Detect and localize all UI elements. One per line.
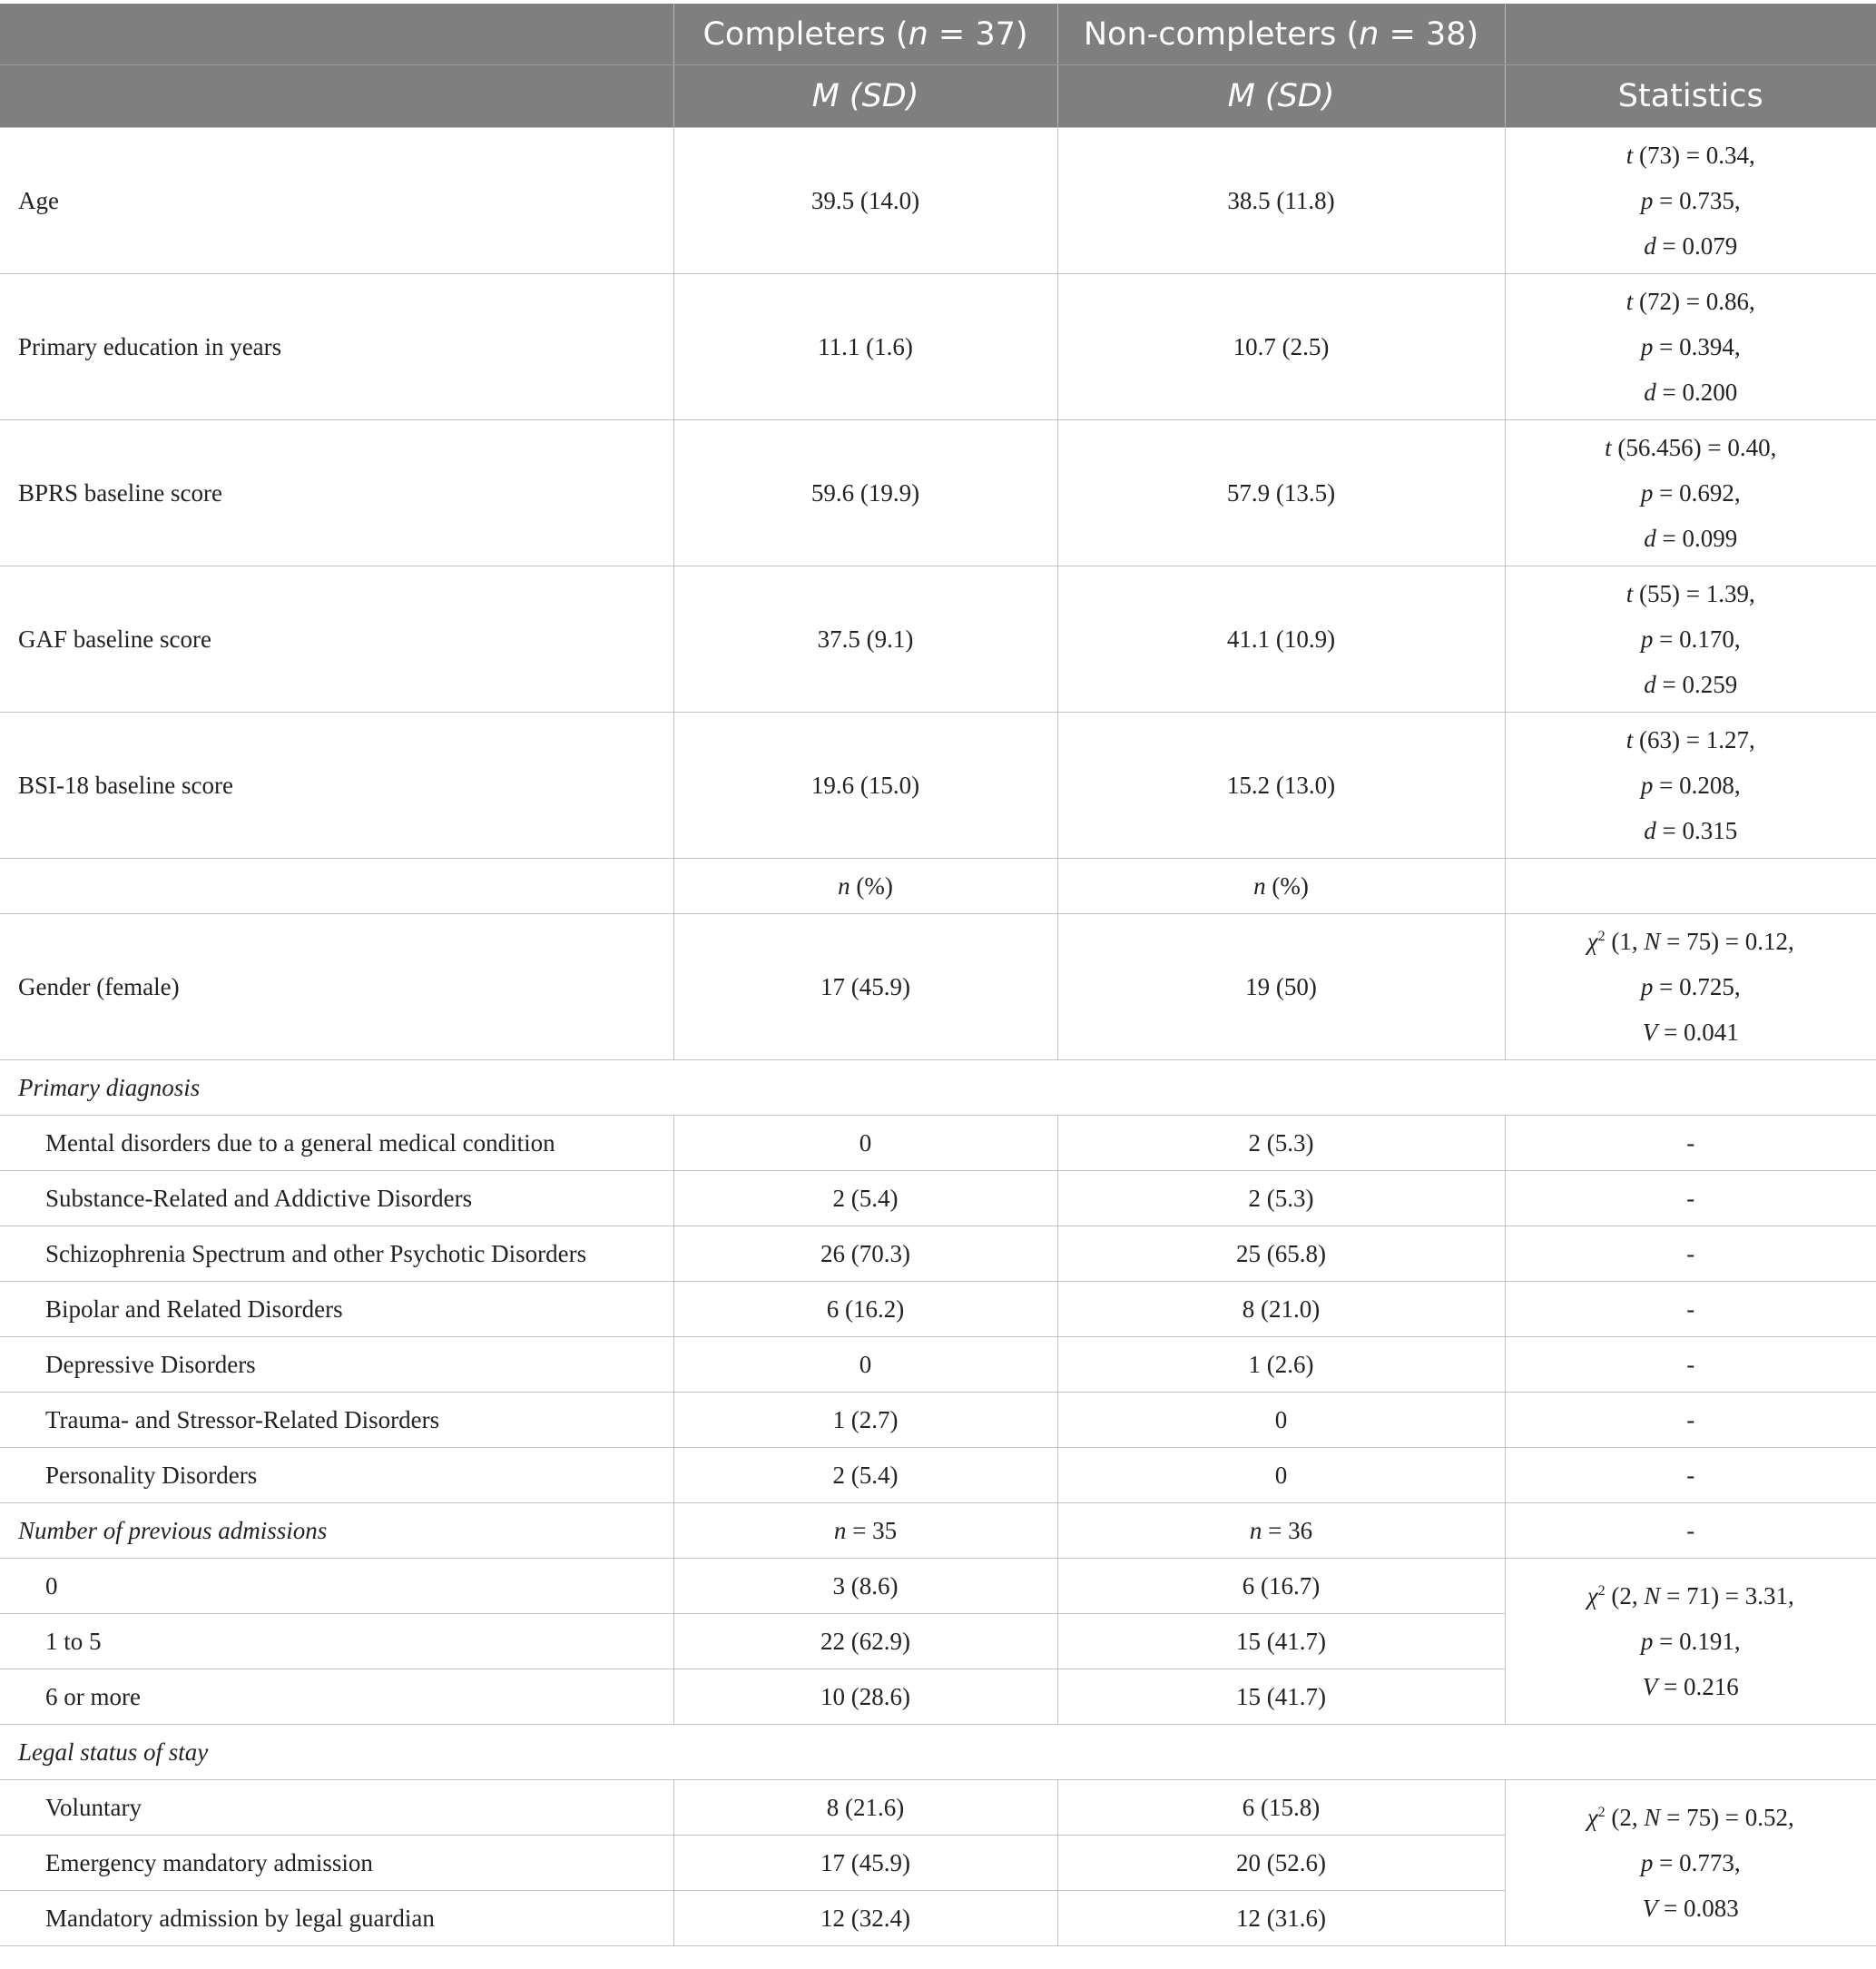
statistics-cell: - — [1505, 1171, 1876, 1226]
statistics-cell: - — [1505, 1337, 1876, 1393]
row-label: Schizophrenia Spectrum and other Psychotic Disorders — [0, 1226, 673, 1282]
table-row — [0, 1171, 1876, 1226]
stat-text: (1, — [1605, 928, 1645, 955]
table-row — [0, 713, 1876, 859]
stat-text: = 0.200 — [1655, 379, 1738, 406]
stat-symbol: p — [1640, 187, 1654, 214]
table-row — [0, 1393, 1876, 1448]
table-row — [0, 1116, 1876, 1171]
table-row — [0, 1337, 1876, 1393]
stat-text: = 75) = 0.52, — [1660, 1804, 1794, 1831]
stat-line — [1506, 616, 1876, 662]
stat-symbol: d — [1644, 525, 1656, 552]
stat-text: (%) — [850, 871, 893, 900]
table-row — [0, 420, 1876, 566]
stat-text: = 0.773, — [1653, 1849, 1741, 1876]
stat-symbol: V — [1642, 1019, 1658, 1046]
row-label: BSI-18 baseline score — [0, 713, 673, 859]
stat-symbol: t — [1626, 580, 1634, 607]
row-label: Age — [0, 128, 673, 274]
row-label: 6 or more — [0, 1669, 673, 1725]
stat-text: = 0.191, — [1653, 1628, 1741, 1655]
statistics-cell — [1505, 274, 1876, 420]
stat-line — [1506, 964, 1876, 1009]
stat-line — [1506, 1795, 1876, 1840]
table-row — [0, 1226, 1876, 1282]
row-label: Trauma- and Stressor-Related Disorders — [0, 1393, 673, 1448]
non-completers-value: 41.1 (10.9) — [1057, 566, 1505, 713]
stat-symbol: p — [1640, 1628, 1654, 1655]
stat-text: (2, — [1605, 1804, 1645, 1831]
non-completers-value: 10.7 (2.5) — [1057, 274, 1505, 420]
stat-symbol: N — [1644, 928, 1661, 955]
chi-square-symbol: χ — [1586, 928, 1598, 955]
n-percent-completers — [673, 859, 1057, 914]
row-label: Bipolar and Related Disorders — [0, 1282, 673, 1337]
stat-symbol: t — [1626, 288, 1634, 315]
stat-text: = 36 — [1262, 1516, 1313, 1544]
statistics-cell: - — [1505, 1503, 1876, 1559]
completers-value: 17 (45.9) — [673, 1836, 1057, 1891]
n-percent-non-completers — [1057, 859, 1505, 914]
table-row — [0, 1780, 1876, 1836]
completers-value: 0 — [673, 1116, 1057, 1171]
non-completers-value: 12 (31.6) — [1057, 1891, 1505, 1946]
completers-value: 1 (2.7) — [673, 1393, 1057, 1448]
statistics-cell: - — [1505, 1393, 1876, 1448]
non-completers-value: 2 (5.3) — [1057, 1116, 1505, 1171]
completers-value: 2 (5.4) — [673, 1448, 1057, 1503]
stat-line — [1506, 1885, 1876, 1931]
table-row — [0, 566, 1876, 713]
chi-exponent: 2 — [1597, 1805, 1606, 1820]
stat-symbol: V — [1642, 1895, 1658, 1922]
row-label: Primary education in years — [0, 274, 673, 420]
section-title: Legal status of stay — [0, 1725, 1876, 1780]
completers-value: 19.6 (15.0) — [673, 713, 1057, 859]
row-label: Depressive Disorders — [0, 1337, 673, 1393]
completers-value: 17 (45.9) — [673, 914, 1057, 1060]
stat-line — [1506, 425, 1876, 470]
completers-value: 3 (8.6) — [673, 1559, 1057, 1614]
completers-value: 26 (70.3) — [673, 1226, 1057, 1282]
statistics-cell — [1505, 859, 1876, 914]
stat-symbol: p — [1640, 625, 1654, 653]
table-row — [0, 914, 1876, 1060]
stat-text: = 0.083 — [1657, 1895, 1739, 1922]
stat-line — [1506, 571, 1876, 616]
header-row-groups — [0, 4, 1876, 65]
stat-text: = 35 — [846, 1516, 898, 1544]
stat-text: = 0.208, — [1653, 772, 1741, 799]
stat-symbol: p — [1640, 973, 1654, 1000]
section-header-row — [0, 1725, 1876, 1780]
stat-symbol: t — [1605, 434, 1612, 461]
row-label — [0, 859, 673, 914]
section-header-row — [0, 1503, 1876, 1559]
statistics-cell: - — [1505, 1116, 1876, 1171]
stat-symbol: d — [1644, 817, 1656, 844]
section-title: Primary diagnosis — [0, 1060, 1876, 1116]
stat-line — [1506, 919, 1876, 964]
stat-line — [1506, 1573, 1876, 1619]
stat-symbol: N — [1644, 1582, 1661, 1610]
non-completers-value: 6 (16.7) — [1057, 1559, 1505, 1614]
row-label: Personality Disorders — [0, 1448, 673, 1503]
stat-symbol: p — [1640, 479, 1654, 507]
non-completers-value: 38.5 (11.8) — [1057, 128, 1505, 274]
stat-text: = 0.735, — [1653, 187, 1741, 214]
statistics-cell — [1505, 1780, 1876, 1946]
completers-value: 37.5 (9.1) — [673, 566, 1057, 713]
section-title: Number of previous admissions — [0, 1503, 673, 1559]
non-completers-value: 25 (65.8) — [1057, 1226, 1505, 1282]
stat-symbol: V — [1642, 1673, 1658, 1700]
stat-symbol: d — [1644, 379, 1656, 406]
non-completers-value: 15 (41.7) — [1057, 1669, 1505, 1725]
non-completers-n — [1057, 1503, 1505, 1559]
row-label: Mental disorders due to a general medical condition — [0, 1116, 673, 1171]
chi-square-symbol: χ — [1586, 1804, 1598, 1831]
completers-value: 12 (32.4) — [673, 1891, 1057, 1946]
chi-exponent: 2 — [1597, 1583, 1606, 1599]
stat-text: = 0.216 — [1657, 1673, 1739, 1700]
row-label: Emergency mandatory admission — [0, 1836, 673, 1891]
stat-symbol: n — [1253, 871, 1266, 900]
stat-line — [1506, 717, 1876, 763]
header-completers: Completers (n = 37) — [673, 4, 1057, 65]
statistics-cell: - — [1505, 1282, 1876, 1337]
table-row — [0, 274, 1876, 420]
stat-line — [1506, 808, 1876, 853]
stat-symbol: p — [1640, 333, 1654, 360]
n-percent-row — [0, 859, 1876, 914]
header-empty — [0, 4, 673, 65]
statistics-cell — [1505, 1559, 1876, 1725]
non-completers-value: 8 (21.0) — [1057, 1282, 1505, 1337]
stat-text: = 0.099 — [1655, 525, 1738, 552]
stat-text: = 0.170, — [1653, 625, 1741, 653]
row-label: Mandatory admission by legal guardian — [0, 1891, 673, 1946]
stat-line — [1506, 1840, 1876, 1885]
non-completers-value: 6 (15.8) — [1057, 1780, 1505, 1836]
stat-symbol: t — [1626, 726, 1634, 753]
table-row — [0, 1448, 1876, 1503]
stat-symbol: t — [1626, 142, 1634, 169]
header-row-measures — [0, 65, 1876, 128]
stat-symbol: n — [838, 871, 850, 900]
stat-text: = 0.079 — [1655, 232, 1738, 260]
completers-value: 6 (16.2) — [673, 1282, 1057, 1337]
stat-text: = 0.394, — [1653, 333, 1741, 360]
statistics-cell — [1505, 128, 1876, 274]
header-statistics: Statistics — [1505, 65, 1876, 128]
non-completers-value: 57.9 (13.5) — [1057, 420, 1505, 566]
statistics-cell: - — [1505, 1226, 1876, 1282]
stat-line — [1506, 369, 1876, 415]
non-completers-value: 15.2 (13.0) — [1057, 713, 1505, 859]
stat-text: = 0.725, — [1653, 973, 1741, 1000]
completers-value: 0 — [673, 1337, 1057, 1393]
statistics-cell — [1505, 566, 1876, 713]
completers-n — [673, 1503, 1057, 1559]
stat-line — [1506, 1619, 1876, 1664]
stat-line — [1506, 763, 1876, 808]
stat-line — [1506, 324, 1876, 369]
stat-symbol: d — [1644, 671, 1656, 698]
stat-line — [1506, 662, 1876, 707]
stat-line — [1506, 516, 1876, 561]
non-completers-value: 19 (50) — [1057, 914, 1505, 1060]
table-row — [0, 1559, 1876, 1614]
table-row — [0, 1282, 1876, 1337]
header-empty-stat — [1505, 4, 1876, 65]
non-completers-value: 0 — [1057, 1448, 1505, 1503]
completers-value: 59.6 (19.9) — [673, 420, 1057, 566]
non-completers-value: 0 — [1057, 1393, 1505, 1448]
completers-value: 39.5 (14.0) — [673, 128, 1057, 274]
statistics-cell — [1505, 420, 1876, 566]
non-completers-value: 1 (2.6) — [1057, 1337, 1505, 1393]
stat-text: (55) = 1.39, — [1633, 580, 1755, 607]
row-label: BPRS baseline score — [0, 420, 673, 566]
table-row — [0, 128, 1876, 274]
stat-symbol: p — [1640, 1849, 1654, 1876]
stat-symbol: p — [1640, 772, 1654, 799]
header-msd-non-completers: M (SD) — [1057, 65, 1505, 128]
chi-square-symbol: χ — [1586, 1582, 1598, 1610]
non-completers-value: 15 (41.7) — [1057, 1614, 1505, 1669]
header-msd-completers: M (SD) — [673, 65, 1057, 128]
non-completers-value: 20 (52.6) — [1057, 1836, 1505, 1891]
stat-line — [1506, 133, 1876, 178]
statistics-cell — [1505, 914, 1876, 1060]
stat-text: (73) = 0.34, — [1633, 142, 1755, 169]
row-label: Gender (female) — [0, 914, 673, 1060]
stat-symbol: d — [1644, 232, 1656, 260]
demographics-table — [0, 4, 1876, 1946]
completers-value: 8 (21.6) — [673, 1780, 1057, 1836]
stat-symbol: N — [1644, 1804, 1661, 1831]
row-label: 1 to 5 — [0, 1614, 673, 1669]
stat-line — [1506, 223, 1876, 269]
stat-text: = 0.259 — [1655, 671, 1738, 698]
stat-text: (%) — [1265, 871, 1309, 900]
non-completers-value: 2 (5.3) — [1057, 1171, 1505, 1226]
stat-symbol: n — [833, 1516, 847, 1544]
row-label: Voluntary — [0, 1780, 673, 1836]
stat-symbol: n — [1249, 1516, 1262, 1544]
stat-text: = 71) = 3.31, — [1660, 1582, 1794, 1610]
stat-line — [1506, 178, 1876, 223]
header-non-completers: Non-completers (n = 38) — [1057, 4, 1505, 65]
row-label: GAF baseline score — [0, 566, 673, 713]
statistics-cell: - — [1505, 1448, 1876, 1503]
stat-text: (63) = 1.27, — [1633, 726, 1755, 753]
completers-value: 11.1 (1.6) — [673, 274, 1057, 420]
row-label: Substance-Related and Addictive Disorders — [0, 1171, 673, 1226]
stat-text: = 0.692, — [1653, 479, 1741, 507]
section-header-row — [0, 1060, 1876, 1116]
header-empty-2 — [0, 65, 673, 128]
row-label: 0 — [0, 1559, 673, 1614]
stat-line — [1506, 1664, 1876, 1709]
stat-text: = 0.315 — [1655, 817, 1738, 844]
stat-text: = 75) = 0.12, — [1660, 928, 1794, 955]
stat-line — [1506, 470, 1876, 516]
chi-exponent: 2 — [1597, 929, 1606, 944]
stat-line — [1506, 279, 1876, 324]
statistics-cell — [1505, 713, 1876, 859]
stat-text: (72) = 0.86, — [1633, 288, 1755, 315]
stat-text: = 0.041 — [1657, 1019, 1739, 1046]
completers-value: 2 (5.4) — [673, 1171, 1057, 1226]
stat-text: (2, — [1605, 1582, 1645, 1610]
stat-line — [1506, 1009, 1876, 1055]
completers-value: 22 (62.9) — [673, 1614, 1057, 1669]
completers-value: 10 (28.6) — [673, 1669, 1057, 1725]
stat-text: (56.456) = 0.40, — [1611, 434, 1777, 461]
